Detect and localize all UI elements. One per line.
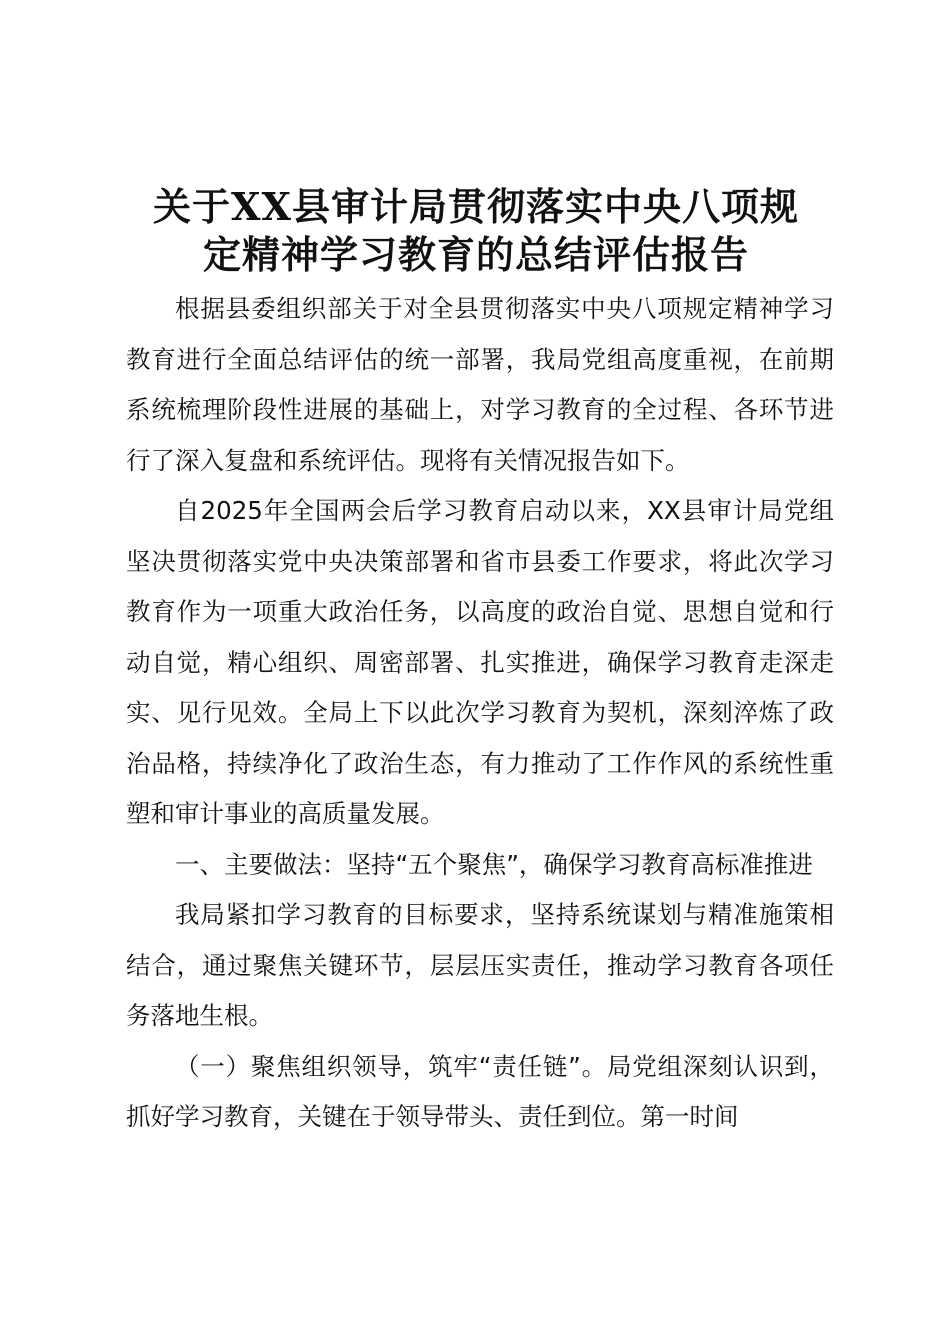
title-line-2: 定精神学习教育的总结评估报告 <box>202 232 749 277</box>
section-heading-1: 一、主要做法：坚持“五个聚焦”，确保学习教育高标准推进 <box>175 849 813 879</box>
subsection-paragraph-1: （一）聚焦组织领导，筑牢“责任链”。局党组深刻认识到，抓好学习教育，关键在于领导带头、责任到位。第一时间 <box>126 1051 834 1131</box>
document-title <box>118 183 834 279</box>
title-line-1: 关于XX县审计局贯彻落实中央八项规 <box>153 184 799 229</box>
background-paragraph: 自2025年全国两会后学习教育启动以来，XX县审计局党组坚决贯彻落实党中央决策部署和省市县委工作要求，将此次学习教育作为一项重大政治任务，以高度的政治自觉、思想自觉和行动自觉，精心组织、周密部署、扎实推进，确保学习教育走深走实、见行见效。全局上下以此次学习教育为契机，深刻淬炼了政治品格，持续净化了政治生态，有力推动了工作作风的系统性重塑和审计事业的高质量发展。 <box>126 496 834 828</box>
section-intro-paragraph: 我局紧扣学习教育的目标要求，坚持系统谋划与精准施策相结合，通过聚焦关键环节，层层压实责任，推动学习教育各项任务落地生根。 <box>126 900 834 1030</box>
intro-paragraph: 根据县委组织部关于对全县贯彻落实中央八项规定精神学习教育进行全面总结评估的统一部署，我局党组高度重视，在前期系统梳理阶段性进展的基础上，对学习教育的全过程、各环节进行了深入复盘和系统评估。现将有关情况报告如下。 <box>126 294 834 475</box>
document-body <box>126 284 834 1143</box>
